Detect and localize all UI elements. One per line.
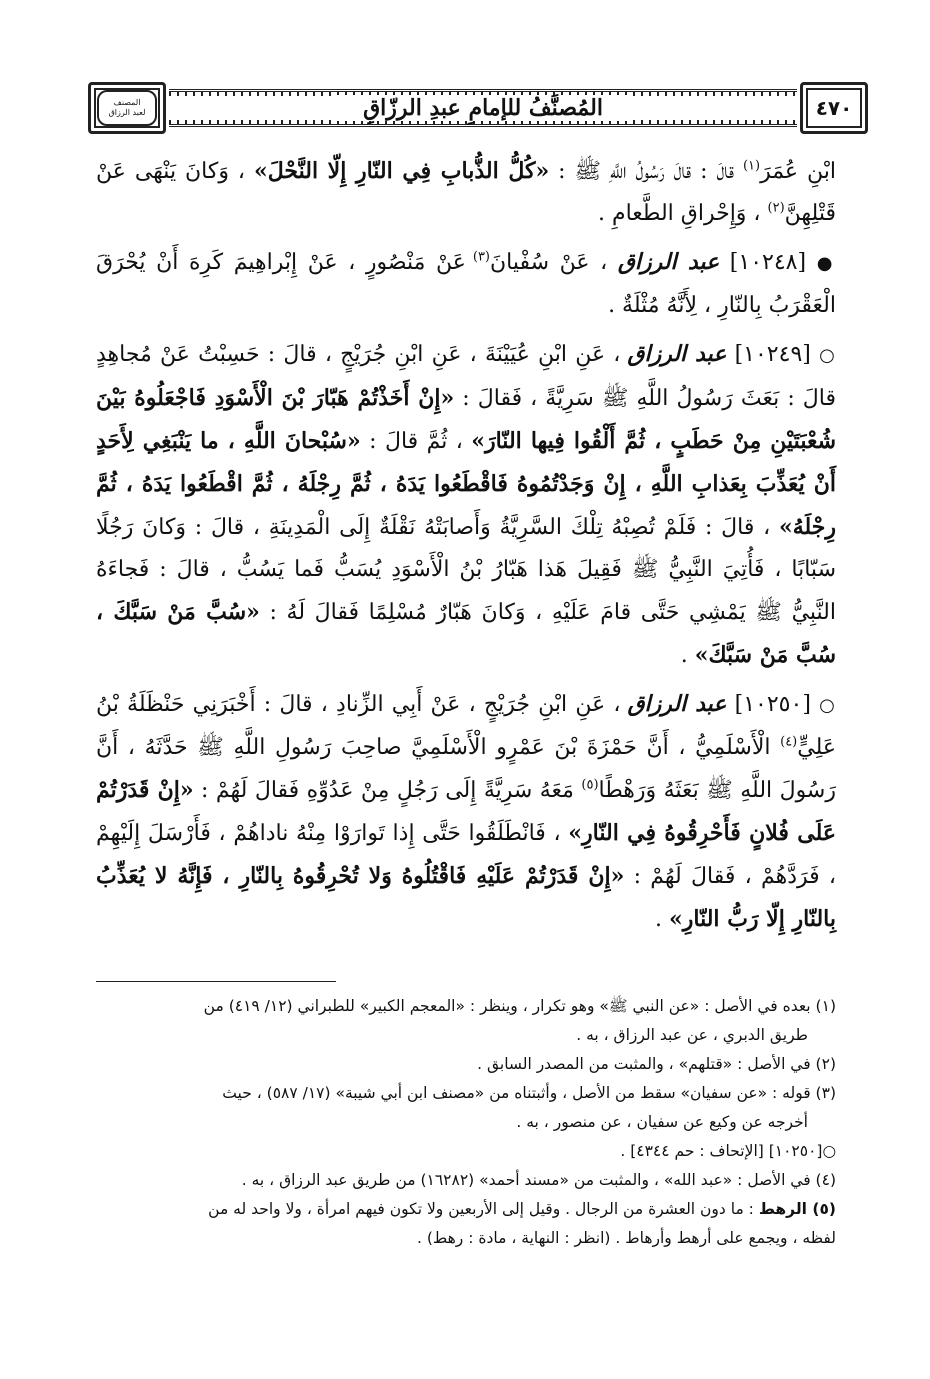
footnote-ref-5[interactable]: (٥) (581, 777, 599, 793)
emblem-line-1: المصنف (113, 98, 141, 107)
footnote-ref-1[interactable]: (١) (742, 158, 761, 174)
footnote-5-text: : ما دون العشرة من الرجال . وقيل إلى الأربعين ولا تكون فيهم امرأة ، ولا واحد له من (208, 1200, 759, 1218)
footnote-divider (96, 981, 336, 982)
emblem-line-2: لعبد الرزاق (108, 108, 146, 117)
text-run: ، عَنِ ابْنِ عُيَيْنَةَ ، عَنِ ابْنِ جُرَيْجٍ ، قالَ : حَسِبْتُ عَنْ مُجاهِدٍ قالَ : بَعَثَ رَسُولُ اللَّهِ ﷺ سَرِيَّةً ، فَقالَ : (96, 342, 836, 411)
book-emblem (97, 90, 157, 126)
hadith-quote: «سُبْحانَ اللَّهِ ، ما يَنْبَغِي لِأَحَدٍ أَنْ يُعَذِّبَ بِعَذابِ اللَّهِ ، إِنْ وَجَدْتُمُوهُ فَاقْطَعُوا يَدَهُ ، ثُمَّ رِجْلَهُ ، ثُمَّ اقْطَعُوا يَدَهُ ، ثُمَّ رِجْلَهُ» (96, 428, 836, 540)
author-name: عبد الرزاق (627, 341, 727, 367)
text-run: قالَ : قالَ رَسُولُ اللَّهِ ﷺ : (549, 159, 743, 184)
text-run: ، عَنِ ابْنِ جُرَيْجٍ ، عَنْ أَبِي الزِّنادِ ، قالَ : أَخْبَرَنِي حَنْظَلَةُ بْنُ عَلِيٍّ (96, 692, 836, 760)
page-number-box (800, 82, 868, 134)
bullet-filled-icon: ● (816, 253, 837, 274)
page-header (88, 83, 868, 133)
footnote-5-cont: لفظه ، ويجمع على أرهط وأرهاط . (انظر : النهاية ، مادة : رهط) . (417, 1229, 836, 1247)
paragraph-continuation (96, 150, 836, 235)
footnote-ref-4[interactable]: (٤) (780, 734, 798, 750)
page-number: ٤٧٠ (815, 96, 853, 120)
footnotes (96, 992, 836, 1253)
hadith-quote: «سُبَّ مَنْ سَبَّكَ ، سُبَّ مَنْ سَبَّكَ» (96, 599, 836, 668)
footnote-1: (١) بعده في الأصل : «عن النبي ﷺ» وهو تكرار ، وينظر : «المعجم الكبير» للطبراني (١٢/ ٤١٩) من (203, 997, 836, 1015)
hadith-10249 (96, 333, 836, 677)
bullet-hollow-icon: ○ (819, 695, 837, 716)
text-run: ، وَإِحْراقِ الطَّعامِ . (598, 201, 768, 226)
footnote-1-cont: طريق الدبري ، عن عبد الرزاق ، به . (576, 1026, 808, 1044)
footnote-ref-3[interactable]: (٣) (472, 249, 490, 265)
text-run: . (655, 907, 669, 932)
text-run: ، فَانْطَلَقُوا حَتَّى إِذا تَوارَوْا مِنْهُ ناداهُمْ ، فَأَرْسَلَ إِلَيْهِمْ ، فَرَدَّهُمْ ، فَقالَ لَهُمْ : (96, 821, 836, 889)
hadith-number: [١٠٢٥٠] (734, 692, 811, 717)
hadith-number: [١٠٢٤٨] (729, 250, 807, 275)
hadith-quote: «إِنْ قَدَرْتُمْ عَلَى فُلانٍ فَأَحْرِقُوهُ فِي النّارِ» (96, 777, 837, 846)
hadith-10248 (96, 241, 836, 327)
footnote-ref-2[interactable]: (٢) (767, 200, 785, 216)
hadith-10250 (96, 683, 836, 941)
text-run: ابْنِ عُمَرَ (760, 159, 836, 184)
footnote-2: (٢) في الأصل : «قتلهم» ، والمثبت من المصدر السابق . (477, 1055, 836, 1073)
footnote-5 (96, 1195, 836, 1224)
author-name: عبد الرزاق (617, 249, 720, 275)
footnote-5-term: (٥) الرهط (758, 1200, 836, 1218)
text-run: الْأَسْلَمِيُّ ، أَنَّ حَمْزَةَ بْنَ عَمْرٍو الْأَسْلَمِيَّ صاحِبَ رَسُولِ اللَّهِ ﷺ حَدَّثَهُ ، أَنَّ رَسُولَ اللَّهِ ﷺ بَعَثَهُ وَرَهْطًا (96, 735, 836, 803)
author-name: عبد الرزاق (627, 691, 727, 717)
footnote-3: (٣) قوله : «عن سفيان» سقط من الأصل ، وأثبتناه من «مصنف ابن أبي شيبة» (١٧/ ٥٨٧) ، حيث (222, 1084, 836, 1102)
text-run: مَعَهُ سَرِيَّةً إِلَى رَجُلٍ مِنْ عَدُوِّهِ فَقالَ لَهُمْ : (193, 778, 582, 803)
main-text (96, 150, 836, 947)
book-title: المُصنَّفُ للإمامِ عبدِ الرزّاقِ (337, 95, 629, 121)
text-run: ، عَنْ سُفْيانَ (490, 250, 618, 275)
text-run: . (680, 643, 695, 668)
bullet-hollow-icon: ○ (819, 345, 836, 366)
header-emblem-frame (88, 82, 166, 134)
hadith-quote: «إِنْ قَدَرْتُمْ عَلَيْهِ فَاقْتُلُوهُ وَلا تُحْرِقُوهُ بِالنّارِ ، فَإِنَّهُ لا يُعَذِّبُ بِالنّارِ إِلّا رَبُّ النّارِ» (96, 863, 836, 932)
text-run: ، قالَ : فَلَمْ تُصِبْهُ تِلْكَ السَّرِيَّةُ وَأَصابَتْهُ نَقْلَةٌ إِلَى الْمَدِينَةِ ، قالَ : وَكانَ رَجُلًا سَبّابًا ، فَأُتِيَ النَّبِيُّ ﷺ فَقِيلَ هَذا هَبّارُ بْنُ الْأَسْوَدِ يُسَبُّ فَما يَسُبُّ ، قالَ : فَجاءَهُ النَّبِيُّ ﷺ يَمْشِي حَتَّى قامَ عَلَيْهِ ، وَكانَ هَبّارٌ مُسْلِمًا فَقالَ لَهُ : (96, 515, 836, 625)
text-run: ، ثُمَّ قالَ : (360, 429, 472, 454)
footnote-4: (٤) في الأصل : «عبد الله» ، والمثبت من «مسند أحمد» (١٦٢٨٢) من طريق عبد الرزاق ، به . (241, 1171, 836, 1189)
header-ornament-band (169, 89, 797, 127)
text-run: عَنْ مَنْصُورٍ ، عَنْ إِبْراهِيمَ كَرِهَ أَنْ يُحْرَقَ الْعَقْرَبُ بِالنّارِ ، لِأَنَّهُ مُثْلَةٌ . (96, 250, 836, 318)
footnote-3-cont: أخرجه عن وكيع عن سفيان ، عن منصور ، به . (516, 1113, 808, 1131)
hadith-number: [١٠٢٤٩] (734, 342, 811, 367)
hadith-quote: «كُلُّ الذُّبابِ فِي النّارِ إِلّا النَّحْلَ» (253, 158, 550, 184)
ithaf-reference: ○[١٠٢٥٠] [الإتحاف : حم ٤٣٤٤] . (620, 1142, 836, 1160)
text-run: ، وَكانَ يَنْهَى عَنْ قَتْلِهِنَّ (96, 159, 836, 226)
hadith-quote: «إِنْ أَخَذْتُمْ هَبّارَ بْنَ الْأَسْوَدِ فَاجْعَلُوهُ بَيْنَ شُعْبَتَيْنِ مِنْ حَطَبٍ ، ثُمَّ أَلْقُوا فِيها النّارَ» (96, 385, 836, 454)
